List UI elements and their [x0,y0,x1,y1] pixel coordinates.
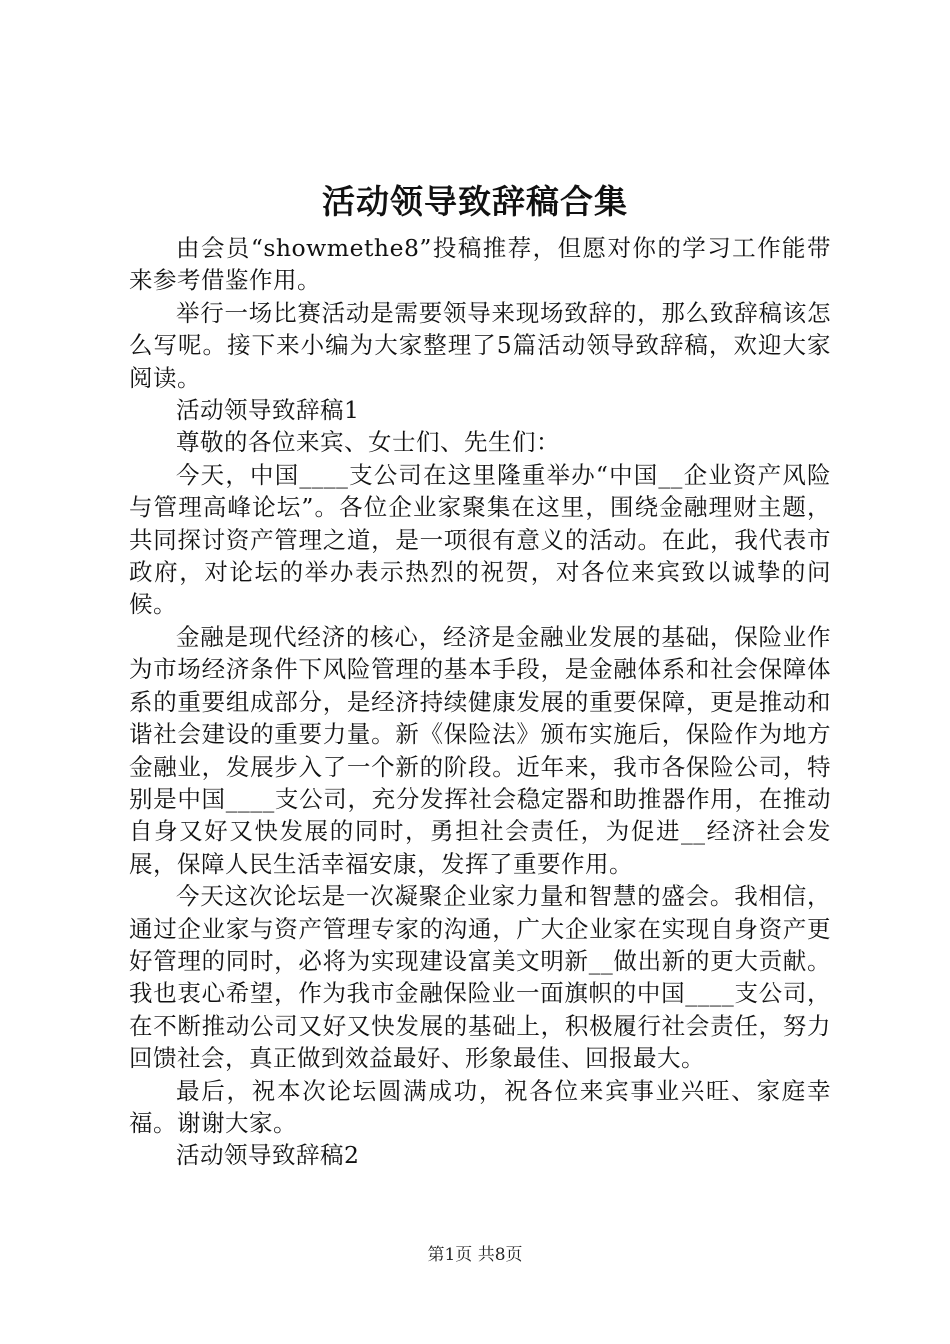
body-paragraph: 金融是现代经济的核心，经济是金融业发展的基础，保险业作为市场经济条件下风险管理的基本手段，是金融体系和社会保障体系的重要组成部分，是经济持续健康发展的重要保障，更是推动和谐社会建设的重要力量。新《保险法》颁布实施后，保险作为地方金融业，发展步入了一个新的阶段。近年来，我市各保险公司，特别是中国____支公司，充分发挥社会稳定器和助推器作用，在推动自身又好又快发展的同时，勇担社会责任，为促进__经济社会发展，保障人民生活幸福安康，发挥了重要作用。 [129,622,831,878]
intro-paragraph: 由会员“showmethe8”投稿推荐，但愿对你的学习工作能带来参考借鉴作用。 [129,234,831,295]
document-body [129,232,831,1172]
body-paragraph: 今天这次论坛是一次凝聚企业家力量和智慧的盛会。我相信，通过企业家与资产管理专家的沟通，广大企业家在实现自身资产更好管理的同时，必将为实现建设富美文明新__做出新的更大贡献。我也衷心希望，作为我市金融保险业一面旗帜的中国____支公司，在不断推动公司又好又快发展的基础上，积极履行社会责任，努力回馈社会，真正做到效益最好、形象最佳、回报最大。 [129,882,831,1073]
closing-paragraph: 最后，祝本次论坛圆满成功，祝各位来宾事业兴旺、家庭幸福。谢谢大家。 [129,1076,831,1137]
intro-paragraph: 举行一场比赛活动是需要领导来现场致辞的，那么致辞稿该怎么写呢。接下来小编为大家整理了5篇活动领导致辞稿，欢迎大家阅读。 [129,298,831,392]
page-number-footer: 第1页 共8页 [427,1245,523,1265]
salutation-paragraph: 尊敬的各位来宾、女士们、先生们： [176,428,560,457]
section-heading: 活动领导致辞稿2 [176,1141,360,1170]
document-title: 活动领导致辞稿合集 [322,182,628,221]
body-paragraph: 今天，中国____支公司在这里隆重举办“中国__企业资产风险与管理高峰论坛”。各位企业家聚集在这里，围绕金融理财主题，共同探讨资产管理之道，是一项很有意义的活动。在此，我代表市政府，对论坛的举办表示热烈的祝贺，对各位来宾致以诚挚的问候。 [129,460,831,619]
section-heading: 活动领导致辞稿1 [176,396,360,425]
